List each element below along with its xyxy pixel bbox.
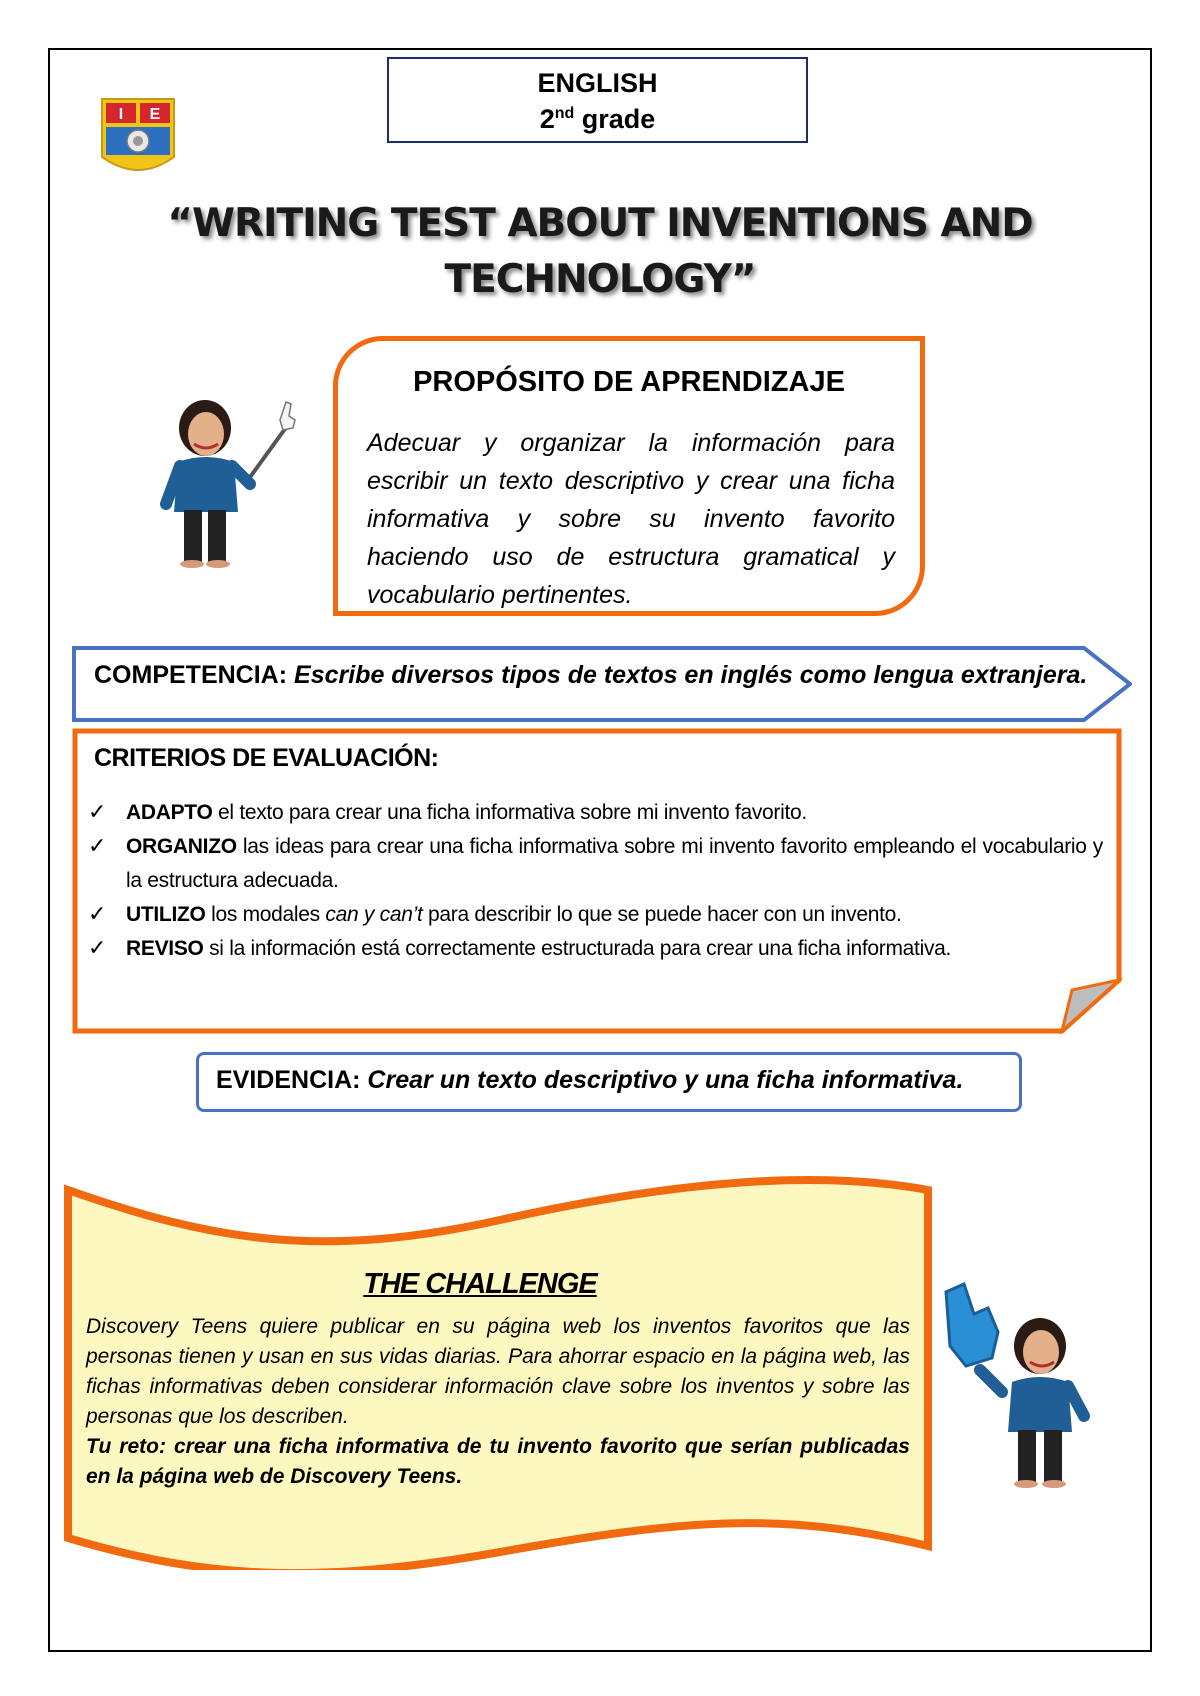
teacher-avatar-pointer <box>150 392 310 572</box>
list-item: ✓ ORGANIZO las ideas para crear una ficha informativa sobre mi invento favorito empleando el vocabulario y la estructura adecuada. <box>88 830 1103 898</box>
purpose-heading: PROPÓSITO DE APRENDIZAJE <box>413 366 845 398</box>
logo-letter-e: E <box>149 106 161 123</box>
checkmark-icon: ✓ <box>88 902 107 927</box>
grade-label: 2nd grade <box>539 104 656 134</box>
checkmark-icon: ✓ <box>88 800 107 825</box>
logo-letter-i: I <box>118 106 124 123</box>
competencia-label: COMPETENCIA: <box>94 661 288 689</box>
list-item: ✓ ADAPTO el texto para crear una ficha informativa sobre mi invento favorito. <box>88 796 1103 830</box>
competencia-description: Escribe diversos tipos de textos en inglés como lengua extranjera. <box>294 661 1088 689</box>
challenge-description: Discovery Teens quiere publicar en su página web los inventos favoritos que las personas tienen y usan en sus vidas diarias. Para ahorrar espacio en la página web, las fichas informativas deben considerar información clave sobre los inventos y sobre las personas que los describen. <box>86 1315 910 1428</box>
checkmark-icon: ✓ <box>88 936 107 961</box>
challenge-heading: THE CHALLENGE <box>363 1268 597 1300</box>
list-item: ✓ REVISO si la información está correctamente estructurada para crear una ficha informativa. <box>88 932 1103 966</box>
criterios-list <box>88 796 1103 966</box>
page-title <box>100 196 1100 308</box>
subject-label: ENGLISH <box>537 68 658 98</box>
foam-finger-icon <box>280 402 295 430</box>
challenge-text <box>86 1312 910 1492</box>
competencia-text <box>94 660 1124 690</box>
evidencia-text <box>216 1064 1016 1096</box>
evidencia-label: EVIDENCIA: <box>216 1066 361 1094</box>
school-logo <box>100 97 176 177</box>
foam-hand-icon <box>946 1284 998 1366</box>
purpose-text: Adecuar y organizar la información para escribir un texto descriptivo y crear una ficha informativa y sobre su invento favorito haciendo uso de estructura gramatical y vocabulario pertinentes. <box>367 429 895 609</box>
evidencia-description: Crear un texto descriptivo y una ficha informativa. <box>367 1066 964 1094</box>
teacher-avatar-foam-finger <box>940 1282 1100 1492</box>
title-line-1: “WRITING TEST ABOUT INVENTIONS AND <box>167 201 1033 246</box>
list-item: ✓ UTILIZO los modales can y can’t para describir lo que se puede hacer con un invento. <box>88 898 1103 932</box>
criterios-heading: CRITERIOS DE EVALUACIÓN: <box>94 744 439 772</box>
subject-box <box>387 57 808 143</box>
title-line-2: TECHNOLOGY” <box>444 257 756 302</box>
checkmark-icon: ✓ <box>88 834 107 859</box>
challenge-goal: Tu reto: crear una ficha informativa de tu invento favorito que serían publicadas en la página web de Discovery Teens. <box>86 1435 910 1488</box>
